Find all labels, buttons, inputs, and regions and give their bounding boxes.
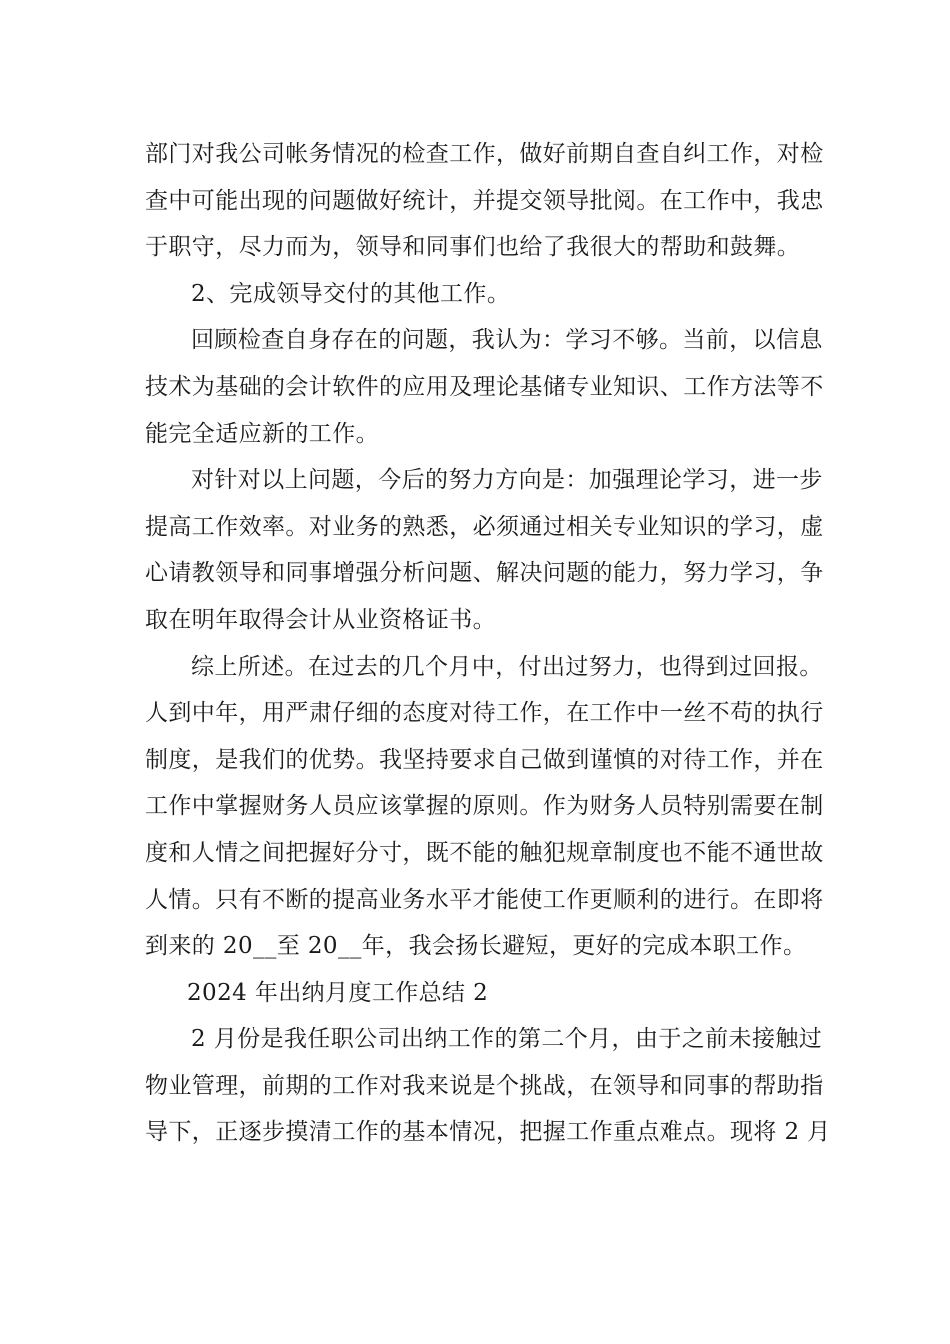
paragraph-line: 回顾检查自身存在的问题，我认为：学习不够。当前，以信息	[191, 327, 823, 354]
paragraph-line: 导下，正逐步摸清工作的基本情况，把握工作重点难点。现将 2 月	[145, 1119, 831, 1146]
paragraph-line: 人到中年，用严肃仔细的态度对待工作，在工作中一丝不苟的执行	[145, 700, 824, 727]
paragraph-line: 部门对我公司帐务情况的检查工作，做好前期自查自纠工作，对检	[145, 141, 824, 167]
paragraph-line: 能完全适应新的工作。	[145, 420, 379, 447]
paragraph-line: 到来的 20__至 20__年，我会扬长避短，更好的完成本职工作。	[145, 933, 807, 960]
paragraph-line: 2 月份是我任职公司出纳工作的第二个月，由于之前未接触过	[191, 1026, 823, 1053]
paragraph-line: 于职守，尽力而为，领导和同事们也给了我很大的帮助和鼓舞。	[145, 234, 801, 261]
list-item-line: 2、完成领导交付的其他工作。	[191, 280, 511, 307]
document-body	[145, 131, 831, 1156]
paragraph-line: 综上所述。在过去的几个月中，付出过努力，也得到过回报。	[191, 653, 823, 680]
paragraph-line: 查中可能出现的问题做好统计，并提交领导批阅。在工作中，我忠	[145, 187, 824, 214]
paragraph-line: 工作中掌握财务人员应该掌握的原则。作为财务人员特别需要在制	[145, 793, 824, 820]
section-heading: 2024 年出纳月度工作总结 2	[187, 979, 489, 1006]
paragraph-line: 技术为基础的会计软件的应用及理论基储专业知识、工作方法等不	[145, 373, 824, 400]
paragraph-line: 物业管理，前期的工作对我来说是个挑战，在领导和同事的帮助指	[145, 1072, 824, 1099]
paragraph-line: 心请教领导和同事增强分析问题、解决问题的能力，努力学习，争	[145, 560, 824, 587]
paragraph-line: 取在明年取得会计从业资格证书。	[145, 606, 496, 633]
paragraph-line: 制度，是我们的优势。我坚持要求自己做到谨慎的对待工作，并在	[145, 746, 824, 773]
paragraph-line: 度和人情之间把握好分寸，既不能的触犯规章制度也不能不通世故	[145, 839, 824, 866]
paragraph-line: 提高工作效率。对业务的熟悉，必须通过相关专业知识的学习，虚	[145, 513, 824, 540]
paragraph-line: 对针对以上问题，今后的努力方向是：加强理论学习，进一步	[191, 467, 823, 494]
paragraph-line: 人情。只有不断的提高业务水平才能使工作更顺利的进行。在即将	[145, 886, 824, 913]
